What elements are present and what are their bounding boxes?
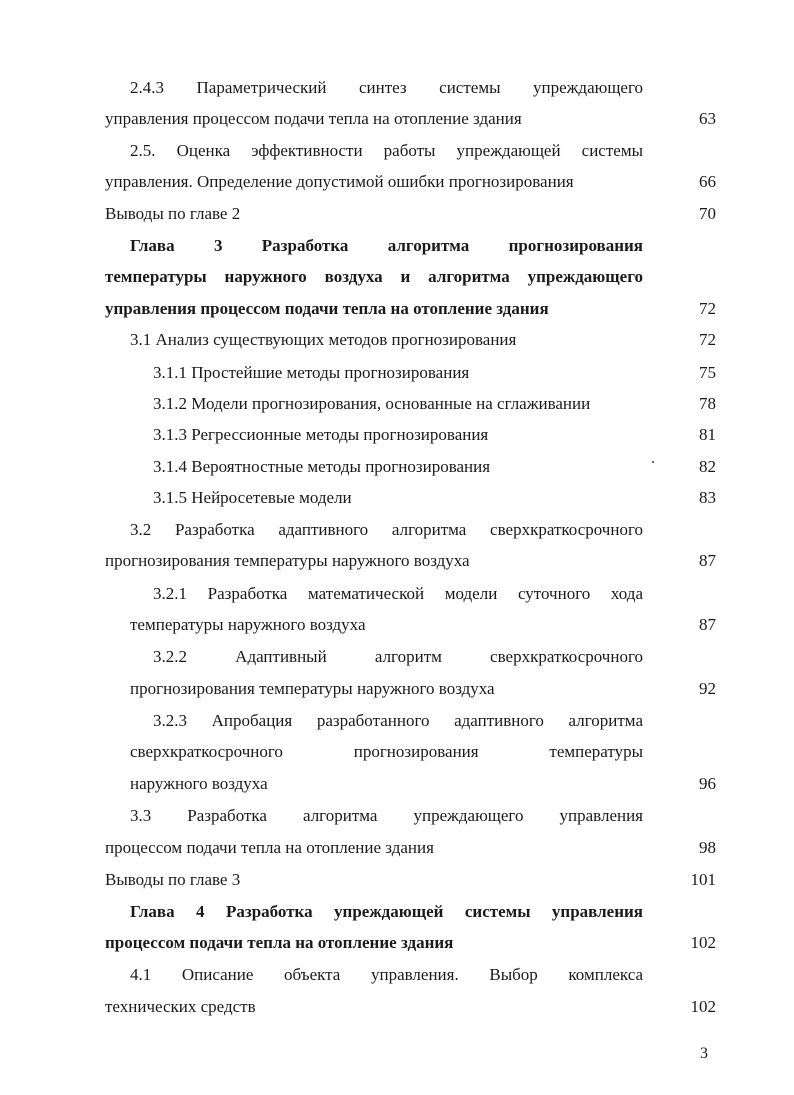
toc-entry-3-2-3-line-2: сверхкраткосрочного прогнозирования температуры xyxy=(130,742,643,761)
toc-page-number: 63 xyxy=(699,109,716,128)
toc-page-number: 96 xyxy=(699,774,716,793)
toc-entry-3-3-line-1: 3.3 Разработка алгоритма упреждающего управления xyxy=(130,806,643,825)
toc-entry-3-2-line-2: прогнозирования температуры наружного воздуха xyxy=(105,551,470,570)
scan-speck xyxy=(652,461,654,463)
toc-page-number: 98 xyxy=(699,838,716,857)
toc-page-number: 87 xyxy=(699,551,716,570)
toc-page-number: 101 xyxy=(690,870,716,889)
toc-entry-2-5-line-1: 2.5. Оценка эффективности работы упреждающей системы xyxy=(130,141,643,160)
toc-page-number: 87 xyxy=(699,615,716,634)
toc-entry-2-4-3-line-1: 2.4.3 Параметрический синтез системы упреждающего xyxy=(130,78,643,97)
toc-chapter-3-line-2: температуры наружного воздуха и алгоритма упреждающего xyxy=(105,267,643,286)
toc-page-number: 72 xyxy=(699,330,716,349)
toc-page-number: 81 xyxy=(699,425,716,444)
toc-page-number: 83 xyxy=(699,488,716,507)
toc-chapter-3-line-1: Глава 3 Разработка алгоритма прогнозирования xyxy=(130,236,643,255)
toc-page-number: 102 xyxy=(690,933,716,952)
toc-page-number: 66 xyxy=(699,172,716,191)
toc-chapter-4-line-2: процессом подачи тепла на отопление здания xyxy=(105,933,454,952)
toc-entry-3-2-1-line-1: 3.2.1 Разработка математической модели суточного хода xyxy=(153,584,643,603)
toc-page-number: 78 xyxy=(699,394,716,413)
toc-entry-3-2-3-line-1: 3.2.3 Апробация разработанного адаптивного алгоритма xyxy=(153,711,643,730)
toc-entry-4-1-line-2: технических средств xyxy=(105,997,256,1016)
footer-page-number: 3 xyxy=(700,1045,708,1062)
toc-page-number: 82 xyxy=(699,457,716,476)
toc-page-number: 75 xyxy=(699,363,716,382)
toc-entry-3-1-3: 3.1.3 Регрессионные методы прогнозирования xyxy=(153,425,489,444)
toc-entry-conclusions-ch2: Выводы по главе 2 xyxy=(105,204,241,223)
toc-entry-3-1-1: 3.1.1 Простейшие методы прогнозирования xyxy=(153,363,470,382)
toc-entry-3-2-1-line-2: температуры наружного воздуха xyxy=(130,615,366,634)
toc-entry-conclusions-ch3: Выводы по главе 3 xyxy=(105,870,241,889)
toc-page-number: 72 xyxy=(699,299,716,318)
toc-entry-4-1-line-1: 4.1 Описание объекта управления. Выбор комплекса xyxy=(130,965,643,984)
toc-entry-3-3-line-2: процессом подачи тепла на отопление здания xyxy=(105,838,434,857)
toc-chapter-3-line-3: управления процессом подачи тепла на отопление здания xyxy=(105,299,549,318)
toc-entry-3-2-2-line-1: 3.2.2 Адаптивный алгоритм сверхкраткосрочного xyxy=(153,647,643,666)
toc-entry-3-1-5: 3.1.5 Нейросетевые модели xyxy=(153,488,352,507)
toc-page-number: 102 xyxy=(690,997,716,1016)
toc-chapter-4-line-1: Глава 4 Разработка упреждающей системы управления xyxy=(130,902,643,921)
toc-entry-3-1: 3.1 Анализ существующих методов прогнозирования xyxy=(130,330,517,349)
toc-entry-3-1-4: 3.1.4 Вероятностные методы прогнозирования xyxy=(153,457,491,476)
toc-page-number: 92 xyxy=(699,679,716,698)
toc-entry-3-2-3-line-3: наружного воздуха xyxy=(130,774,268,793)
toc-page-number: 70 xyxy=(699,204,716,223)
toc-entry-3-1-2: 3.1.2 Модели прогнозирования, основанные на сглаживании xyxy=(153,394,591,413)
toc-entry-3-2-line-1: 3.2 Разработка адаптивного алгоритма сверхкраткосрочного xyxy=(130,520,643,539)
toc-entry-2-5-line-2: управления. Определение допустимой ошибки прогнозирования xyxy=(105,172,574,191)
toc-entry-3-2-2-line-2: прогнозирования температуры наружного воздуха xyxy=(130,679,495,698)
toc-entry-2-4-3-line-2: управления процессом подачи тепла на отопление здания xyxy=(105,109,522,128)
